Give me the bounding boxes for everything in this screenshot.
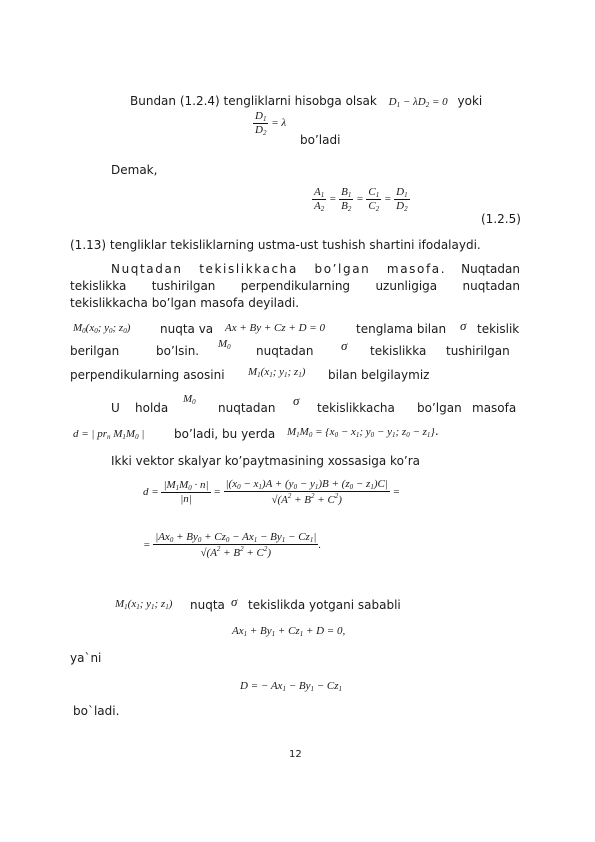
formula-ratio-lambda: $\frac{D_1}{D_2}$ = λ (255, 110, 287, 137)
word-nuqtadan-2: nuqtadan (218, 401, 276, 415)
text-tekislikda-yotgani: tekislikda yotgani sababli (248, 598, 401, 612)
formula-d-expression: D = − $Ax_1 - By_1 - Cz_1$ (240, 680, 343, 693)
formula-point-m1: $M_1(x_1$; $y_1$; $z_1$) (248, 366, 306, 379)
text-skalyar-kopaytma: Ikki vektor skalyar ko’paytmasining xossasiga ko’ra (111, 454, 421, 468)
formula-distance-line-2: = $\frac{|Ax_0 + By_0 + Cz_0 - Ax_1 - By_1 - Cz_1|}{√(A^2 + B^2 + C^2)}$ . (143, 531, 322, 559)
text-nuqta-va: nuqta va (160, 322, 214, 336)
demak-label: Demak, (111, 163, 158, 177)
word-bolgan: bo’lgan (417, 401, 462, 415)
text-tekislik: tekislik (477, 322, 520, 336)
heading-continuation: Nuqtadan (461, 262, 520, 276)
word-masofa: masofa (472, 401, 517, 415)
word-tushirilgan: tushirilgan (446, 344, 510, 358)
word-tekislikkacha: tekislikkacha (317, 401, 395, 415)
word-nuqtadan: nuqtadan (256, 344, 314, 358)
paragraph-line-3: tekislikkacha bo’lgan masofa deyiladi. (70, 296, 300, 310)
word-tekislikka: tekislikka (370, 344, 427, 358)
text-boladi-bu-yerda: bo’ladi, bu yerda (174, 427, 276, 441)
formula-plane-equation: Ax + By + Cz + D = 0 (225, 322, 325, 334)
word-berilgan: berilgan (70, 344, 120, 358)
text-bilan-belgilaymiz: bilan belgilaymiz (328, 368, 430, 382)
intro-line (130, 94, 482, 109)
sigma-symbol-2: σ (341, 338, 348, 353)
section-heading: Nuqtadan tekislikkacha bo’lgan masofa. (111, 262, 447, 276)
word-yoki: yoki (457, 94, 483, 108)
formula-point-m0: $M_0(x_0$; $y_0$; $z_0$) (73, 322, 131, 335)
text-yani: ya`ni (70, 651, 102, 665)
formula-d1-lambda-d2: $D_1 - \lambda D_2 = 0$ (388, 96, 448, 109)
paragraph-line-uholda (111, 393, 520, 419)
equation-number: (1.2.5) (481, 212, 521, 226)
condition-sentence: (1.13) tengliklar tekisliklarning ustma-ust tushish shartini ifodalaydi. (70, 238, 481, 252)
paragraph-heading-line (111, 262, 520, 276)
symbol-m0-2: $M_0$ (183, 393, 196, 406)
paragraph-line-berilgan (70, 338, 520, 362)
word-bolsin: bo’lsin. (156, 344, 200, 358)
sigma-symbol: σ (460, 318, 467, 333)
intro-text: Bundan (1.2.4) tengliklarni hisobga olsak (130, 94, 377, 108)
word-u: U (111, 401, 120, 415)
text-perpendikular-asosini: perpendikularning asosini (70, 368, 225, 382)
text-boladi-final: bo`ladi. (73, 704, 120, 718)
boladi-label: bo’ladi (300, 133, 341, 147)
formula-vector-m1m0: $M_1M_0 = \{x_0 - x_1$; $y_0 - y_1$; $z_0 - z_1$}. (287, 424, 439, 439)
sigma-symbol-4: σ (231, 594, 238, 609)
formula-plane-through-m1: $Ax_1 + By_1 + Cz_1 + D = 0$, (232, 625, 346, 638)
word-holda: holda (135, 401, 169, 415)
formula-proportion: $\frac{A_1}{A_2}$ = $\frac{B_1}{B_2}$ = $\frac{C_1}{C_2}$ = $\frac{D_1}{D_2}$ (314, 186, 408, 213)
page-number: 12 (289, 749, 302, 760)
sigma-symbol-3: σ (293, 393, 300, 408)
text-nuqta: nuqta (190, 598, 225, 612)
formula-distance-line-1: d = $\frac{|M_1M_0 \cdot n|}{|n|}$ = $\frac{|(x_0 - x_1)A + (y_0 - y_1)B + (z_0 - z_1)C|}{√(A^2 + B^2 + C^2)}$ = (143, 478, 401, 506)
formula-point-m1-2: $M_1(x_1$; $y_1$; $z_1$) (115, 598, 173, 611)
text-tenglama-bilan: tenglama bilan (356, 322, 447, 336)
formula-distance-projection: d = | $pr_n$ $M_1M_0$ | (73, 428, 145, 441)
symbol-m0: $M_0$ (218, 338, 231, 351)
paragraph-line-2: tekislikka tushirilgan perpendikularning uzunligiga nuqtadan (70, 279, 520, 293)
